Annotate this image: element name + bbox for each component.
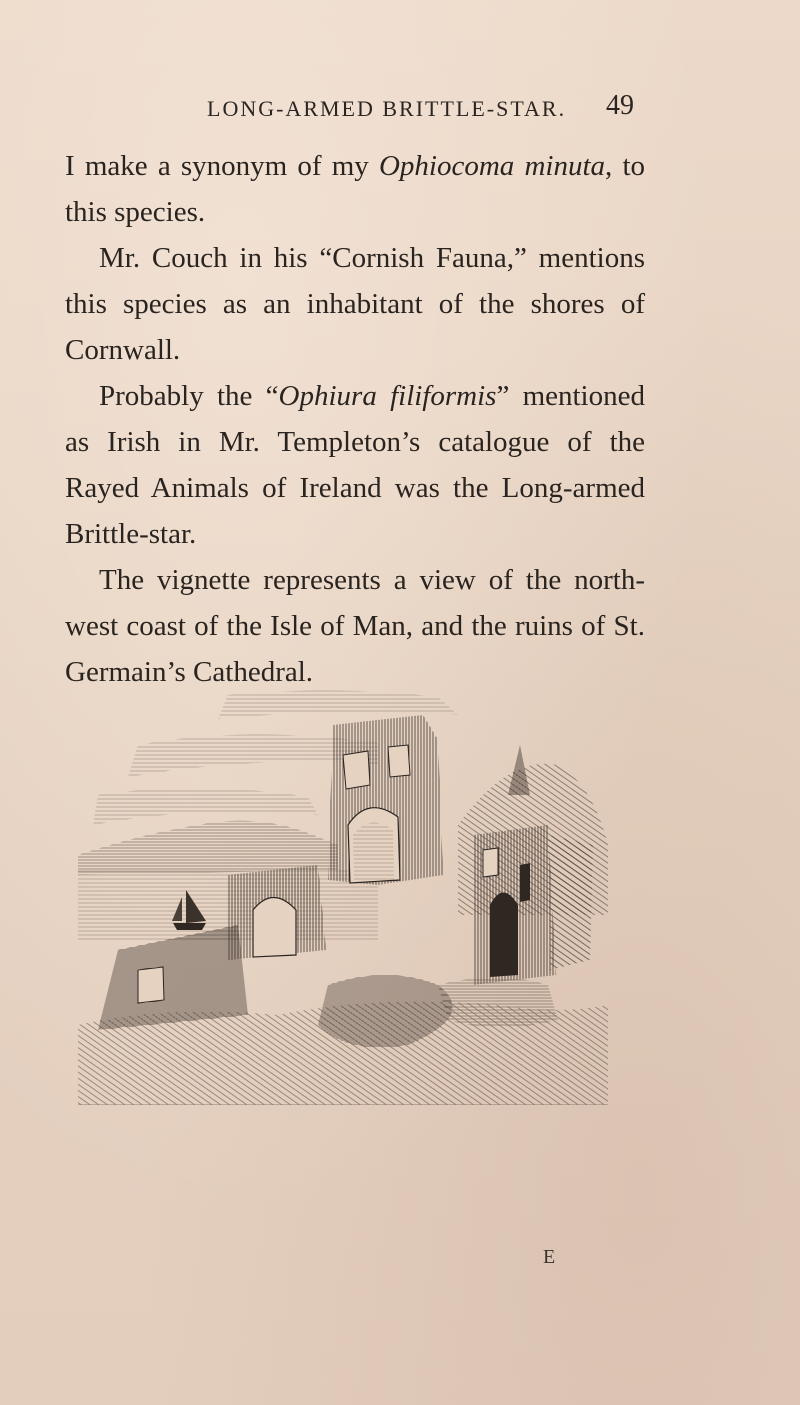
body-text <box>65 143 645 695</box>
paragraph-text: Probably the “ <box>99 380 279 412</box>
paragraph-text: Mr. Couch in his “Cornish Fauna,” mentions this species as an inhabitant of the shores of Cornwall. <box>65 242 645 366</box>
paragraph-text: I make a synonym of my <box>65 150 379 182</box>
paragraph-vignette-caption <box>65 557 645 695</box>
species-name: Ophiura filiformis <box>278 380 497 412</box>
paragraph-text: , to this species. <box>65 150 646 228</box>
species-name: Ophiocoma minuta <box>378 150 606 182</box>
paragraph-text: ” mentioned as Irish in Mr. Templeton’s catalogue of the Rayed Animals of Ireland was the Long-armed Brittle-star. <box>65 380 645 550</box>
page-number: 49 <box>606 90 634 121</box>
paragraph-synonym <box>65 143 645 235</box>
running-head: LONG-ARMED BRITTLE-STAR. <box>207 96 567 121</box>
paragraph-irish-record <box>65 373 645 557</box>
signature-mark: E <box>543 1246 556 1268</box>
vignette-engraving <box>78 685 608 1105</box>
paragraph-text: The vignette represents a view of the north-west coast of the Isle of Man, and the ruins of St. Germain’s Cathedral. <box>65 564 645 688</box>
distant-hills <box>78 821 338 875</box>
paragraph-cornish-fauna <box>65 235 645 373</box>
ruined-tower <box>328 715 443 885</box>
